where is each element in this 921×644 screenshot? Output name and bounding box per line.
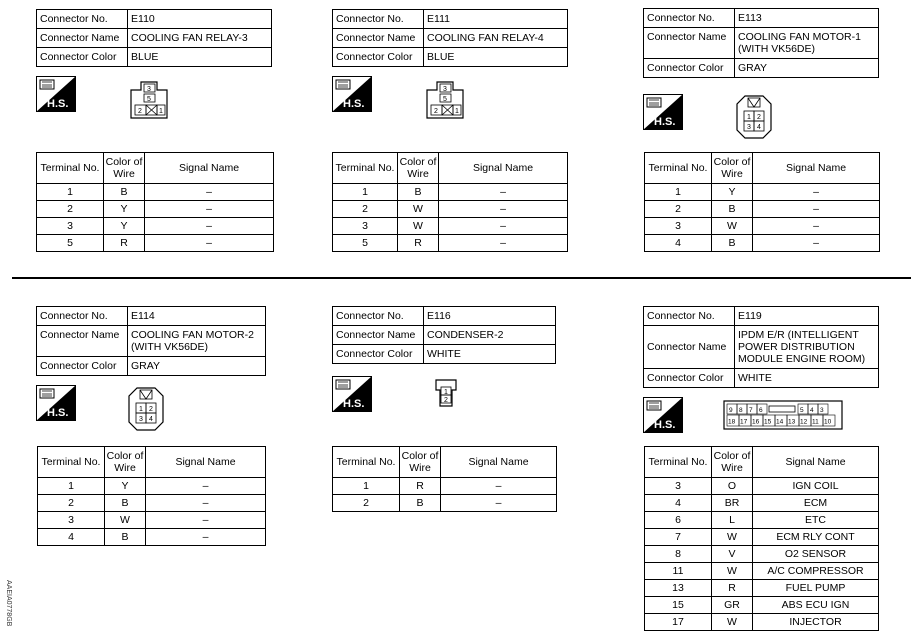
svg-text:2: 2 — [138, 108, 142, 115]
svg-text:5: 5 — [147, 96, 151, 103]
header-signal-name: Signal Name — [753, 447, 879, 478]
table-row: 2 B – — [645, 201, 880, 218]
label-connector-color: Connector Color — [37, 357, 128, 376]
label-connector-no: Connector No. — [37, 10, 128, 29]
connector-color-value: BLUE — [128, 48, 272, 67]
hs-label: H.S. — [47, 407, 69, 419]
table-row: 5 R – — [37, 235, 274, 252]
header-terminal-no: Terminal No. — [333, 447, 400, 478]
label-connector-name: Connector Name — [333, 326, 424, 345]
svg-text:4: 4 — [149, 416, 153, 423]
connector-face-e114 — [127, 386, 165, 432]
svg-text:3: 3 — [139, 416, 143, 423]
label-connector-color: Connector Color — [333, 48, 424, 67]
connector-color-value: GRAY — [735, 59, 879, 78]
table-row: 4 B – — [645, 235, 880, 252]
header-terminal-no: Terminal No. — [37, 153, 104, 184]
svg-text:3: 3 — [820, 407, 824, 414]
svg-text:2: 2 — [434, 108, 438, 115]
connector-e116-info — [332, 306, 556, 364]
svg-text:12: 12 — [800, 418, 808, 426]
hs-harness-side-icon — [643, 94, 683, 130]
connector-no-value: E116 — [424, 307, 556, 326]
svg-text:2: 2 — [757, 114, 761, 121]
connector-no-value: E111 — [424, 10, 568, 29]
table-row: 6 L ETC — [645, 512, 879, 529]
svg-text:1: 1 — [444, 389, 448, 396]
connector-face-e113 — [735, 94, 773, 140]
svg-text:8: 8 — [739, 407, 743, 414]
header-terminal-no: Terminal No. — [645, 447, 712, 478]
table-row: 3 Y – — [37, 218, 274, 235]
table-row: 1 Y – — [645, 184, 880, 201]
svg-text:2: 2 — [444, 397, 448, 404]
table-row: 1 Y – — [38, 478, 266, 495]
label-connector-name: Connector Name — [37, 326, 128, 357]
label-connector-no: Connector No. — [37, 307, 128, 326]
label-connector-name: Connector Name — [644, 326, 735, 369]
connector-e119-info — [643, 306, 879, 388]
table-row: 3 W – — [38, 512, 266, 529]
terminal-table-e111 — [332, 152, 568, 252]
hs-harness-side-icon — [36, 385, 76, 421]
table-row: 3 O IGN COIL — [645, 478, 879, 495]
terminal-table-e116 — [332, 446, 557, 512]
connector-name-value: CONDENSER-2 — [424, 326, 556, 345]
svg-text:2: 2 — [149, 406, 153, 413]
label-connector-name: Connector Name — [333, 29, 424, 48]
svg-text:3: 3 — [147, 86, 151, 93]
table-row: 2 B – — [38, 495, 266, 512]
table-row: 1 R – — [333, 478, 557, 495]
connector-e111-info — [332, 9, 568, 67]
connector-color-value: BLUE — [424, 48, 568, 67]
table-row: 1 B – — [333, 184, 568, 201]
svg-text:3: 3 — [747, 124, 751, 131]
header-signal-name: Signal Name — [145, 153, 274, 184]
section-divider — [12, 277, 911, 279]
table-row: 3 W – — [645, 218, 880, 235]
svg-text:1: 1 — [455, 108, 459, 115]
label-connector-name: Connector Name — [37, 29, 128, 48]
table-row: 11 W A/C COMPRESSOR — [645, 563, 879, 580]
hs-label: H.S. — [654, 116, 676, 128]
connector-name-value: COOLING FAN MOTOR-1 (WITH VK56DE) — [735, 28, 879, 59]
svg-text:16: 16 — [752, 418, 760, 426]
hs-harness-side-icon — [332, 376, 372, 412]
connector-face-e119 — [723, 400, 843, 430]
hs-harness-side-icon — [332, 76, 372, 112]
connector-no-value: E119 — [735, 307, 879, 326]
label-connector-color: Connector Color — [644, 59, 735, 78]
label-connector-color: Connector Color — [644, 369, 735, 388]
header-signal-name: Signal Name — [439, 153, 568, 184]
hs-label: H.S. — [343, 398, 365, 410]
svg-text:1: 1 — [747, 114, 751, 121]
connector-no-value: E110 — [128, 10, 272, 29]
svg-text:11: 11 — [812, 418, 819, 426]
connector-name-value: COOLING FAN RELAY-3 — [128, 29, 272, 48]
connector-e113-info — [643, 8, 879, 78]
hs-harness-side-icon — [643, 397, 683, 433]
table-row: 8 V O2 SENSOR — [645, 546, 879, 563]
header-color-of-wire: Color of Wire — [104, 153, 145, 184]
connector-no-value: E114 — [128, 307, 266, 326]
table-row: 7 W ECM RLY CONT — [645, 529, 879, 546]
header-signal-name: Signal Name — [146, 447, 266, 478]
svg-text:7: 7 — [749, 407, 753, 414]
table-row: 2 Y – — [37, 201, 274, 218]
header-color-of-wire: Color of Wire — [400, 447, 441, 478]
table-row: 13 R FUEL PUMP — [645, 580, 879, 597]
connector-face-e116 — [434, 378, 458, 408]
terminal-table-e119 — [644, 446, 879, 631]
svg-text:17: 17 — [740, 418, 748, 426]
header-terminal-no: Terminal No. — [645, 153, 712, 184]
terminal-table-e114 — [37, 446, 266, 546]
table-row: 4 BR ECM — [645, 495, 879, 512]
connector-name-value: IPDM E/R (INTELLIGENT POWER DISTRIBUTION MODULE ENGINE ROOM) — [735, 326, 879, 369]
svg-text:1: 1 — [159, 108, 163, 115]
figure-reference-code: AAEIA0778GB — [5, 580, 12, 627]
label-connector-no: Connector No. — [333, 307, 424, 326]
connector-face-e111 — [423, 80, 469, 122]
label-connector-name: Connector Name — [644, 28, 735, 59]
hs-label: H.S. — [343, 98, 365, 110]
hs-label: H.S. — [47, 98, 69, 110]
table-row: 4 B – — [38, 529, 266, 546]
label-connector-no: Connector No. — [333, 10, 424, 29]
header-signal-name: Signal Name — [753, 153, 880, 184]
svg-text:15: 15 — [764, 418, 772, 426]
header-color-of-wire: Color of Wire — [712, 153, 753, 184]
hs-label: H.S. — [654, 419, 676, 431]
table-row: 5 R – — [333, 235, 568, 252]
header-color-of-wire: Color of Wire — [105, 447, 146, 478]
connector-e110-info — [36, 9, 272, 67]
hs-harness-side-icon — [36, 76, 76, 112]
label-connector-color: Connector Color — [37, 48, 128, 67]
connector-color-value: WHITE — [424, 345, 556, 364]
svg-text:4: 4 — [757, 124, 761, 131]
table-row: 3 W – — [333, 218, 568, 235]
svg-text:9: 9 — [729, 407, 733, 414]
header-color-of-wire: Color of Wire — [712, 447, 753, 478]
table-row: 17 W INJECTOR — [645, 614, 879, 631]
header-terminal-no: Terminal No. — [333, 153, 398, 184]
connector-name-value: COOLING FAN RELAY-4 — [424, 29, 568, 48]
svg-text:6: 6 — [759, 407, 763, 414]
svg-text:5: 5 — [443, 96, 447, 103]
svg-text:10: 10 — [824, 418, 832, 426]
table-row: 1 B – — [37, 184, 274, 201]
connector-color-value: GRAY — [128, 357, 266, 376]
svg-text:18: 18 — [728, 418, 736, 426]
svg-text:5: 5 — [800, 407, 804, 414]
connector-name-value: COOLING FAN MOTOR-2 (WITH VK56DE) — [128, 326, 266, 357]
label-connector-color: Connector Color — [333, 345, 424, 364]
svg-text:13: 13 — [788, 418, 796, 426]
connector-e114-info — [36, 306, 266, 376]
table-row: 2 W – — [333, 201, 568, 218]
label-connector-no: Connector No. — [644, 9, 735, 28]
terminal-table-e110 — [36, 152, 274, 252]
label-connector-no: Connector No. — [644, 307, 735, 326]
svg-text:1: 1 — [139, 406, 143, 413]
connector-no-value: E113 — [735, 9, 879, 28]
terminal-table-e113 — [644, 152, 880, 252]
svg-text:3: 3 — [443, 86, 447, 93]
header-terminal-no: Terminal No. — [38, 447, 105, 478]
header-signal-name: Signal Name — [441, 447, 557, 478]
header-color-of-wire: Color of Wire — [398, 153, 439, 184]
connector-color-value: WHITE — [735, 369, 879, 388]
svg-text:14: 14 — [776, 418, 784, 426]
svg-text:4: 4 — [810, 407, 814, 414]
table-row: 15 GR ABS ECU IGN — [645, 597, 879, 614]
table-row: 2 B – — [333, 495, 557, 512]
connector-face-e110 — [127, 80, 173, 122]
